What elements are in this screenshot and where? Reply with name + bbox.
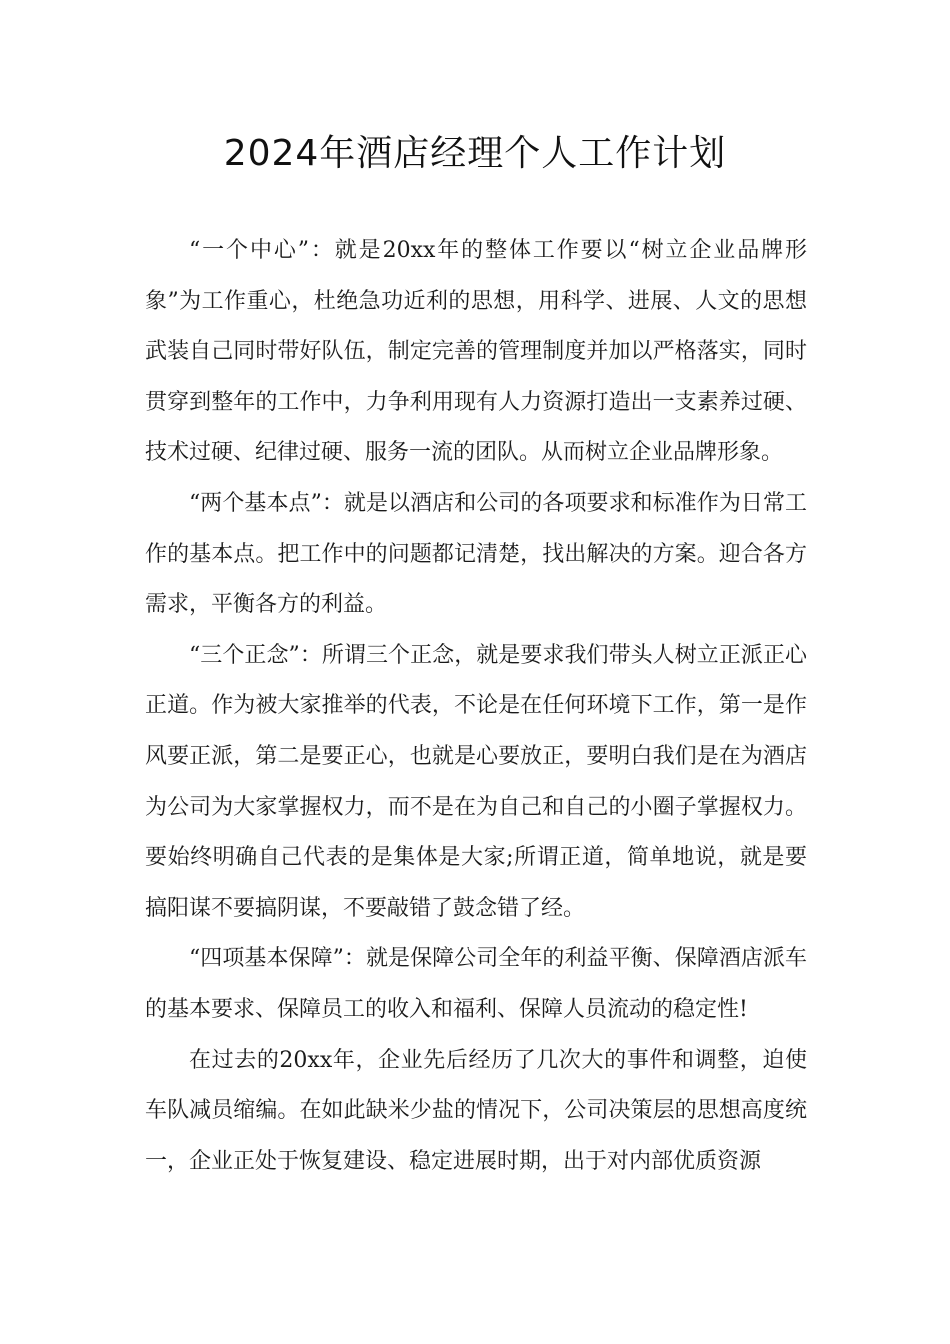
paragraph-two-basic-points: “两个基本点”：就是以酒店和公司的各项要求和标准作为日常工作的基本点。把工作中的问题都记清楚，找出解决的方案。迎合各方需求，平衡各方的利益。: [145, 490, 807, 618]
paragraph-one-center: “一个中心”：就是20xx年的整体工作要以“树立企业品牌形象”为工作重心，杜绝急功近利的思想，用科学、进展、人文的思想武装自己同时带好队伍，制定完善的管理制度并加以严格落实，同时贯穿到整年的工作中，力争利用现有人力资源打造出一支素养过硬、技术过硬、纪律过硬、服务一流的团队。从而树立企业品牌形象。: [145, 238, 807, 466]
document-title: 2024年酒店经理个人工作计划: [223, 133, 727, 174]
paragraph-past-year: 在过去的20xx年，企业先后经历了几次大的事件和调整，迫使车队减员缩编。在如此缺米少盐的情况下，公司决策层的思想高度统一，企业正处于恢复建设、稳定进展时期，出于对内部优质资源: [145, 1047, 807, 1174]
paragraph-three-righteous-thoughts: “三个正念”：所谓三个正念，就是要求我们带头人树立正派正心正道。作为被大家推举的代表，不论是在任何环境下工作，第一是作风要正派，第二是要正心，也就是心要放正，要明白我们是在为酒店为公司为大家掌握权力，而不是在为自己和自己的小圈子掌握权力。要始终明确自己代表的是集体是大家;所谓正道，简单地说，就是要搞阳谋不要搞阴谋，不要敲错了鼓念错了经。: [145, 642, 807, 921]
paragraph-four-basic-guarantees: “四项基本保障”：就是保障公司全年的利益平衡、保障酒店派车的基本要求、保障员工的收入和福利、保障人员流动的稳定性!: [145, 946, 807, 1022]
document-body: [145, 226, 807, 1187]
